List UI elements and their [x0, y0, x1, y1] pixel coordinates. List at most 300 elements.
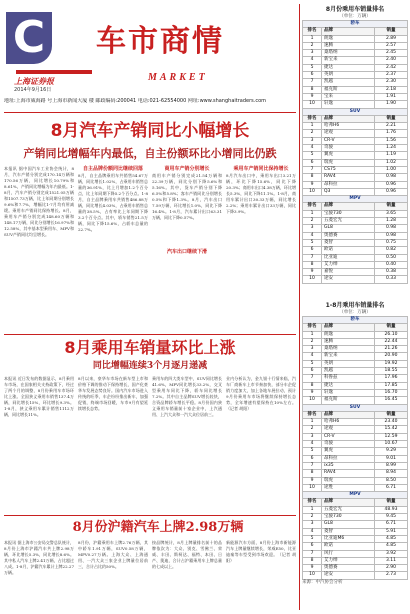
- article-1-col-3-wrap: [152, 166, 222, 256]
- ranking-table: [302, 316, 408, 580]
- table-cell: CR-V: [322, 433, 375, 440]
- table-header-cell: 排名: [303, 203, 322, 210]
- table-header-cell: 排名: [303, 28, 322, 35]
- table-header-cell: 销量: [375, 324, 408, 331]
- table-cell: 2.40: [375, 57, 408, 64]
- table-cell: 1: [303, 210, 322, 217]
- table-cell: 8: [303, 557, 322, 564]
- section-head: 商用车产销分别增长: [164, 166, 210, 172]
- table-header-cell: 排名: [303, 499, 322, 506]
- table-header-cell: 销量: [375, 499, 408, 506]
- table-cell: 10: [303, 572, 322, 579]
- table-cell: 8.99: [375, 462, 408, 469]
- table-cell: 英朗: [322, 72, 375, 79]
- table-header-row: [303, 203, 408, 210]
- table-cell: 轩逸: [322, 389, 375, 396]
- table-row: [303, 419, 408, 426]
- article-1-col-1: 本报讯 据中国汽车工业协会统计，8月，汽车产销分别完成170.14万辆和170.56万辆，同比增长10.79%和8.61%，产销同比增幅为年内最低。1-8月，汽车产销分别完成1521.05万辆和1507.73万辆，比上年同期分别增长9.6%和7.7%，增幅比1-7月均有所减缓。乘用车产销同比保持增长。8月，乘用车产销分别完成148.60万辆和148.17万辆，同比分别增长16.97%和12.58%，其中基本型乘用车、MPV和SUV产销同比均呈增长。: [4, 166, 74, 237]
- table-cell: 2.21: [375, 123, 408, 130]
- table-cell: 翼虎: [322, 152, 375, 159]
- article-3-col-2: 8月份，沪籍乘用车上牌2.76万辆，其中轿车1.91万辆，SUV0.58万辆，MPV0.27万辆。上海大众、上海通用、一汽大众三家企业上牌量位居前三，合计占比约50%。: [78, 540, 148, 569]
- table-cell: 9: [303, 93, 322, 100]
- table-cell: 3.92: [375, 550, 408, 557]
- table-row: [303, 152, 408, 159]
- table-header-cell: 品牌: [322, 499, 375, 506]
- table-cell: 10.67: [375, 441, 408, 448]
- table-row: [303, 101, 408, 108]
- table-cell: 3: [303, 433, 322, 440]
- table-cell: 6: [303, 247, 322, 254]
- table-row: [303, 123, 408, 130]
- sidebar-unit: （单位：万辆）: [339, 14, 371, 19]
- table-cell: 9: [303, 269, 322, 276]
- table-cell: 哈弗H6: [322, 123, 375, 130]
- table-cell: CS75: [322, 166, 375, 173]
- table-category: SUV: [303, 108, 408, 115]
- table-row: [303, 557, 408, 564]
- table-category-row: [303, 21, 408, 28]
- table-category: 轿车: [303, 317, 408, 324]
- table-cell: 0.98: [375, 232, 408, 239]
- table-cell: 6: [303, 368, 322, 375]
- table-row: [303, 218, 408, 225]
- section-head: 乘用车产销同比保持增长: [233, 166, 289, 172]
- table-cell: 2.45: [375, 50, 408, 57]
- table-cell: 0.98: [375, 225, 408, 232]
- table-cell: 20.90: [375, 353, 408, 360]
- table-row: [303, 331, 408, 338]
- table-row: [303, 397, 408, 404]
- table-cell: 途观: [322, 426, 375, 433]
- table-cell: 6: [303, 455, 322, 462]
- article-1-col-4-wrap: [226, 166, 296, 331]
- logo-letter: C: [6, 12, 52, 64]
- table-row: [303, 57, 408, 64]
- table-cell: 5: [303, 64, 322, 71]
- table-row: [303, 145, 408, 152]
- table-row: [303, 93, 408, 100]
- table-cell: 朗逸: [322, 331, 375, 338]
- table-header-cell: 品牌: [322, 324, 375, 331]
- table-cell: 8.94: [375, 470, 408, 477]
- table-cell: 比亚迪M6: [322, 535, 375, 542]
- table-row: [303, 455, 408, 462]
- table-cell: 4: [303, 232, 322, 239]
- table-cell: 宝骏730: [322, 514, 375, 521]
- table-cell: 0.96: [375, 181, 408, 188]
- table-category-row: [303, 196, 408, 203]
- table-cell: 0.50: [375, 254, 408, 261]
- table-cell: 2: [303, 42, 322, 49]
- table-row: [303, 232, 408, 239]
- table-cell: 8: [303, 382, 322, 389]
- article-2-col-2: 8月以来，豪华车市场在新车型上市和价格下调的推动下保持增长，国产化豪华车发展态势良好。国内汽车市场进入传统的旺季，车企纷纷推出新车，加强促销，终端市场回暖，车市9月有望延续增长态势。: [78, 376, 148, 411]
- table-cell: 凯越: [322, 79, 375, 86]
- table-row: [303, 174, 408, 181]
- table-row: [303, 166, 408, 173]
- sidebar-unit: （单位：万辆）: [339, 310, 371, 315]
- table-cell: 17.96: [375, 375, 408, 382]
- table-cell: RAV4: [322, 470, 375, 477]
- table-cell: 翼虎: [322, 448, 375, 455]
- table-cell: 7: [303, 550, 322, 557]
- table-cell: 昂科拉: [322, 455, 375, 462]
- table-cell: 9: [303, 389, 322, 396]
- table-cell: 2: [303, 218, 322, 225]
- table-cell: 艾力绅: [322, 261, 375, 268]
- table-cell: 10: [303, 276, 322, 283]
- table-cell: 2.30: [375, 79, 408, 86]
- table-row: [303, 506, 408, 513]
- table-row: [303, 382, 408, 389]
- table-row: [303, 64, 408, 71]
- table-header-cell: 销量: [375, 411, 408, 418]
- table-cell: 8.50: [375, 477, 408, 484]
- table-cell: 2.90: [375, 565, 408, 572]
- table-cell: CR-V: [322, 137, 375, 144]
- article-1-body: [4, 166, 296, 332]
- table-cell: 9: [303, 181, 322, 188]
- table-cell: 10: [303, 484, 322, 491]
- table-row: [303, 484, 408, 491]
- table-cell: 科鲁兹: [322, 375, 375, 382]
- table-cell: 0.98: [375, 174, 408, 181]
- article-3-col-4: 新能源汽车方面，8月份上海市新能源汽车上牌量继续增长，荣威E50、比亚迪秦等车型受到市场欢迎。（记者 胡阳）: [226, 540, 296, 563]
- table-cell: 2.37: [375, 72, 408, 79]
- table-cell: 6: [303, 159, 322, 166]
- table-row: [303, 42, 408, 49]
- table-cell: 嘉悦: [322, 269, 375, 276]
- headline-1: 8月汽车产销同比小幅增长: [50, 121, 250, 141]
- table-category: 轿车: [303, 21, 408, 28]
- table-cell: 1: [303, 35, 322, 42]
- table-cell: Q3: [322, 188, 375, 195]
- sidebar-monthly-ranking: [302, 6, 408, 284]
- table-cell: 0.40: [375, 261, 408, 268]
- table-cell: 比亚迪: [322, 254, 375, 261]
- article-1-col-3: 商用车产销分别完成21.54万辆和22.39万辆，同比分别下降5.6%和5.16%。其中，货车产销分别下降6.5%和5.8%；客车产销同比分别增长0.5%和下降1.3%。8月，汽车出口7.59万辆，环比增长1.0%，同比下降16.4%。1-8月，汽车累计出口63.31万辆，同比下降0.57%。: [152, 173, 222, 220]
- table-row: [303, 210, 408, 217]
- paper-name: 上海证券报: [14, 76, 54, 86]
- table-cell: 4: [303, 145, 322, 152]
- table-cell: 9.45: [375, 514, 408, 521]
- table-row: [303, 375, 408, 382]
- table-cell: 1.56: [375, 137, 408, 144]
- sidebar-ytd-ranking: [302, 302, 408, 586]
- table-row: [303, 225, 408, 232]
- table-cell: 0.38: [375, 269, 408, 276]
- table-cell: 1.90: [375, 101, 408, 108]
- table-row: [303, 368, 408, 375]
- table-row: [303, 514, 408, 521]
- table-row: [303, 565, 408, 572]
- table-row: [303, 360, 408, 367]
- table-cell: 瑞虎: [322, 159, 375, 166]
- table-cell: 23.40: [375, 419, 408, 426]
- table-row: [303, 276, 408, 283]
- table-header-cell: 销量: [375, 203, 408, 210]
- table-row: [303, 462, 408, 469]
- table-cell: 2.18: [375, 86, 408, 93]
- table-header-cell: 品牌: [322, 115, 375, 122]
- table-cell: 4: [303, 441, 322, 448]
- table-row: [303, 35, 408, 42]
- table-cell: 菱智: [322, 528, 375, 535]
- table-cell: 速腾: [322, 42, 375, 49]
- table-cell: 2: [303, 514, 322, 521]
- table-cell: 瑞虎: [322, 477, 375, 484]
- table-cell: 6: [303, 543, 322, 550]
- table-category-row: [303, 404, 408, 411]
- logo-underline: [16, 70, 92, 74]
- table-cell: 福克斯: [322, 86, 375, 93]
- table-cell: 9.29: [375, 448, 408, 455]
- table-cell: 3.11: [375, 557, 408, 564]
- table-cell: 4.85: [375, 543, 408, 550]
- table-row: [303, 346, 408, 353]
- table-cell: 12.59: [375, 433, 408, 440]
- table-cell: 新宝来: [322, 57, 375, 64]
- table-cell: 10: [303, 101, 322, 108]
- table-cell: 1.02: [375, 159, 408, 166]
- table-row: [303, 254, 408, 261]
- table-row: [303, 72, 408, 79]
- table-row: [303, 188, 408, 195]
- table-header-cell: 销量: [375, 115, 408, 122]
- table-cell: 4: [303, 57, 322, 64]
- table-cell: 4: [303, 528, 322, 535]
- table-cell: 捷达: [322, 382, 375, 389]
- table-cell: 1.24: [375, 145, 408, 152]
- table-cell: 奇骏: [322, 145, 375, 152]
- article-2-col-1: 本报讯 近日发布的数据显示，8月乘用车市场，在国家相关支持政策下，经过了两个月的调整，8月份乘用车市场环比上涨。全国狭义乘用车销售137.4万辆，同比增长15%，环比增长9.3%。1-8月，狭义乘用车累计销售1112万辆，同比增长11%。: [4, 376, 74, 417]
- table-row: [303, 448, 408, 455]
- table-cell: 凯越: [322, 368, 375, 375]
- table-cell: 新宝来: [322, 353, 375, 360]
- table-header-row: [303, 324, 408, 331]
- table-cell: 2: [303, 426, 322, 433]
- table-cell: 0.33: [375, 276, 408, 283]
- table-header-row: [303, 115, 408, 122]
- table-cell: 3: [303, 50, 322, 57]
- table-header-row: [303, 499, 408, 506]
- table-cell: 五菱宏光: [322, 506, 375, 513]
- table-row: [303, 535, 408, 542]
- table-cell: 昂科拉: [322, 181, 375, 188]
- table-cell: 8: [303, 261, 322, 268]
- table-cell: 欧诺: [322, 543, 375, 550]
- table-cell: 欧诺: [322, 247, 375, 254]
- table-row: [303, 239, 408, 246]
- table-cell: 4.85: [375, 535, 408, 542]
- section-head: 汽车出口继续下滑: [166, 249, 207, 255]
- table-cell: 18.55: [375, 368, 408, 375]
- table-cell: 2: [303, 130, 322, 137]
- table-cell: 1: [303, 331, 322, 338]
- table-cell: 5: [303, 535, 322, 542]
- table-row: [303, 426, 408, 433]
- table-header-row: [303, 411, 408, 418]
- table-cell: 菱智: [322, 239, 375, 246]
- table-cell: 9: [303, 565, 322, 572]
- table-cell: 2.57: [375, 42, 408, 49]
- table-cell: 16.45: [375, 397, 408, 404]
- divider: [4, 515, 296, 516]
- table-category: MPV: [303, 492, 408, 499]
- table-cell: 风行: [322, 550, 375, 557]
- table-cell: 0.82: [375, 247, 408, 254]
- article-3-body: [4, 540, 296, 610]
- table-cell: 9.01: [375, 455, 408, 462]
- table-cell: 宝骏730: [322, 210, 375, 217]
- table-cell: 19.92: [375, 360, 408, 367]
- table-cell: 1.91: [375, 93, 408, 100]
- table-cell: 8: [303, 174, 322, 181]
- table-cell: 宝来: [322, 93, 375, 100]
- section-title-en: MARKET: [148, 72, 208, 83]
- table-row: [303, 389, 408, 396]
- table-cell: 英朗: [322, 360, 375, 367]
- table-cell: 3: [303, 346, 322, 353]
- section-head: 自主品牌份额同比继续回落: [82, 166, 143, 172]
- table-cell: 0.75: [375, 239, 408, 246]
- info-bar: [4, 98, 296, 113]
- article-2-body: [4, 376, 296, 512]
- table-row: [303, 543, 408, 550]
- table-category-row: [303, 492, 408, 499]
- divider: [4, 334, 296, 335]
- table-row: [303, 572, 408, 579]
- table-cell: 速腾: [322, 338, 375, 345]
- table-category-row: [303, 317, 408, 324]
- table-cell: 10: [303, 397, 322, 404]
- table-row: [303, 441, 408, 448]
- table-cell: ix35: [322, 462, 375, 469]
- table-cell: 五菱宏光: [322, 218, 375, 225]
- table-cell: 22.44: [375, 338, 408, 345]
- column-divider: [299, 4, 300, 610]
- table-row: [303, 86, 408, 93]
- table-cell: 途观: [322, 130, 375, 137]
- table-cell: 2: [303, 338, 322, 345]
- table-cell: 3: [303, 225, 322, 232]
- table-row: [303, 433, 408, 440]
- table-cell: 1: [303, 506, 322, 513]
- table-header-cell: 排名: [303, 411, 322, 418]
- table-cell: 1.00: [375, 166, 408, 173]
- table-cell: 6.71: [375, 484, 408, 491]
- sidebar-source: 来源：中汽协会分析: [302, 579, 343, 585]
- table-row: [303, 79, 408, 86]
- table-cell: 3: [303, 137, 322, 144]
- subhead-2: 同比增幅连续3个月逐月递减: [92, 361, 208, 371]
- table-cell: 奥德赛: [322, 232, 375, 239]
- table-header-cell: 销量: [375, 28, 408, 35]
- section-title: 车市商情: [96, 24, 224, 59]
- table-cell: 2.89: [375, 35, 408, 42]
- table-cell: 5: [303, 360, 322, 367]
- table-header-cell: 排名: [303, 115, 322, 122]
- table-cell: 途安: [322, 276, 375, 283]
- sidebar-title: 8月份乘用车销量排名: [325, 6, 385, 13]
- table-header-cell: 品牌: [322, 203, 375, 210]
- table-cell: 朗逸: [322, 35, 375, 42]
- table-cell: 途胜: [322, 484, 375, 491]
- table-cell: 8: [303, 86, 322, 93]
- table-cell: 16.70: [375, 389, 408, 396]
- table-cell: 途安: [322, 572, 375, 579]
- table-cell: 3: [303, 521, 322, 528]
- table-cell: 48.93: [375, 506, 408, 513]
- table-header-cell: 品牌: [322, 28, 375, 35]
- table-cell: 5.91: [375, 528, 408, 535]
- table-cell: 艾力绅: [322, 557, 375, 564]
- table-cell: 9: [303, 477, 322, 484]
- table-cell: 5: [303, 152, 322, 159]
- table-cell: 奥德赛: [322, 565, 375, 572]
- table-cell: GL8: [322, 521, 375, 528]
- article-1-col-4: 8月汽车出口中，乘用车出口3.21万辆，环比下降15.6%，同比下降20.3%；商用车出口4.38万辆，环比增长5.3%，同比下降11.1%。1-8月，商用车累计出口30.33万辆，同比增长2.2%；乘用车累计出口33万辆，同比下降3.9%。: [226, 173, 296, 214]
- table-cell: 7: [303, 462, 322, 469]
- table-cell: 1.19: [375, 152, 408, 159]
- table-row: [303, 130, 408, 137]
- table-row: [303, 338, 408, 345]
- sidebar-title: 1-8月乘用车销量排名: [325, 302, 385, 309]
- table-cell: 奇骏: [322, 441, 375, 448]
- headline-3: 8月份沪籍汽车上牌2.98万辆: [72, 520, 244, 535]
- table-row: [303, 528, 408, 535]
- table-cell: 10: [303, 188, 322, 195]
- table-cell: 3.65: [375, 210, 408, 217]
- table-cell: 捷达: [322, 64, 375, 71]
- table-cell: 5: [303, 239, 322, 246]
- table-cell: 哈弗H6: [322, 419, 375, 426]
- table-cell: 7: [303, 166, 322, 173]
- article-1-col-2-wrap: [78, 166, 148, 331]
- table-cell: 桑塔纳: [322, 346, 375, 353]
- table-row: [303, 550, 408, 557]
- table-cell: 26.10: [375, 331, 408, 338]
- table-cell: 0.96: [375, 188, 408, 195]
- table-row: [303, 50, 408, 57]
- table-cell: 8: [303, 470, 322, 477]
- table-row: [303, 353, 408, 360]
- table-cell: 1.28: [375, 218, 408, 225]
- table-cell: 1: [303, 123, 322, 130]
- article-1-col-2: 8月，自主品牌乘用车共销售54.67万辆，同比增长1.02%，占乘用车销售总量的36.91%，比上月增加1.2个百分点，比上年同期下降5.2个百分点。1-8月，自主品牌乘用车共销售486.88万辆，同比增长4.03%，占乘用车销售总量的38.5%，占有率比上年同期下降3.2个百分点。其中，轿车销售21.5万辆，同比下降15.6%，占轿车总量的22.7%。: [78, 173, 148, 232]
- table-cell: 轩逸: [322, 101, 375, 108]
- table-category: MPV: [303, 196, 408, 203]
- table-row: [303, 269, 408, 276]
- table-row: [303, 159, 408, 166]
- table-row: [303, 477, 408, 484]
- table-cell: 15.42: [375, 426, 408, 433]
- table-row: [303, 470, 408, 477]
- table-cell: 6: [303, 72, 322, 79]
- issue-date: 2014年9月16日: [14, 87, 52, 93]
- table-cell: 21.26: [375, 346, 408, 353]
- article-2-col-3: 乘用车的四大类车型中，SUV同比增长41.6%，MPV同比增长33.2%，交叉型乘用车同比下降，轿车同比增长7.2%。其中自主品牌SUV增长较快，合资品牌轿车增长平稳。8月份国内狭义乘用车销量前十家企业中，上汽通用、上汽大众和一汽大众位居前三。: [152, 376, 222, 417]
- table-cell: 2.42: [375, 64, 408, 71]
- table-cell: 福克斯: [322, 397, 375, 404]
- table-row: [303, 521, 408, 528]
- table-cell: 桑塔纳: [322, 50, 375, 57]
- table-cell: 7: [303, 79, 322, 86]
- table-cell: 2.73: [375, 572, 408, 579]
- article-3-col-1: 本报讯 据上海市公安局交警总队统计，8月份上海市沪籍汽车共上牌2.98万辆，环比增长5.3%，同比增长8.6%。其中私人汽车上牌2.41万辆，占比超过八成。1-8月，沪籍汽车累计上牌22.27万辆。: [4, 540, 74, 575]
- info-text: 地址:上海市威海路 号上海市新闻大厦 楼 邮政编码:200041 电话:021-62554000 网址:www.shanghaitraders.com: [4, 98, 267, 104]
- table-row: [303, 181, 408, 188]
